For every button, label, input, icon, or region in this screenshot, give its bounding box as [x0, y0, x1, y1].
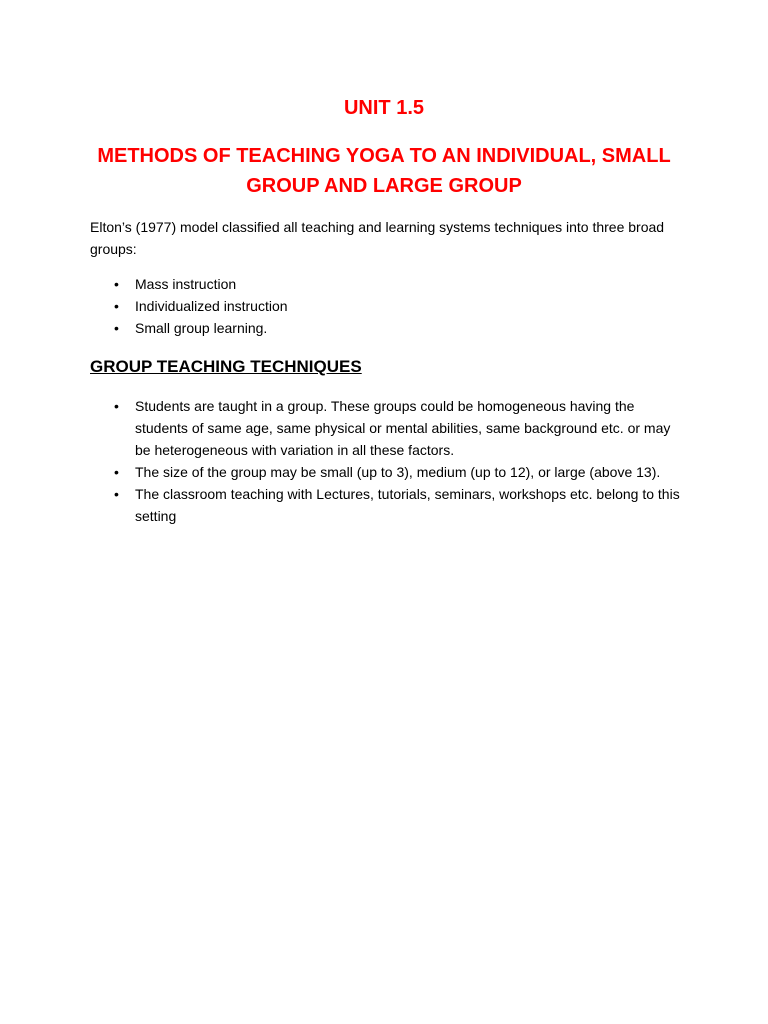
bullet-icon: •: [114, 398, 119, 414]
intro-paragraph: Elton’s (1977) model classified all teaching and learning systems techniques into three broad groups:: [90, 219, 665, 257]
bullet-icon: •: [114, 320, 119, 336]
list-item-text: The classroom teaching with Lectures, tutorials, seminars, workshops etc. belong to this setting: [135, 486, 680, 524]
list-item: [90, 295, 680, 317]
methods-list: [90, 273, 680, 339]
list-item: [90, 395, 680, 461]
bullet-icon: •: [114, 486, 119, 502]
list-item-text: Individualized instruction: [135, 298, 288, 314]
list-item: [90, 317, 680, 339]
bullet-icon: •: [114, 464, 119, 480]
bullet-icon: •: [114, 276, 119, 292]
list-item: [90, 461, 680, 483]
list-item: [90, 483, 680, 527]
list-item-text: Mass instruction: [135, 276, 237, 292]
main-title: METHODS OF TEACHING YOGA TO AN INDIVIDUAL, SMALL GROUP AND LARGE GROUP: [97, 145, 671, 197]
list-item-text: Students are taught in a group. These groups could be homogeneous having the students of same age, same physical or mental abilities, same background etc. or may be heterogeneous with variation in all these factors.: [135, 398, 671, 458]
unit-title: UNIT 1.5: [343, 97, 425, 119]
group-points-list: [90, 395, 680, 527]
bullet-icon: •: [114, 298, 119, 314]
list-item: [90, 273, 680, 295]
list-item-text: Small group learning.: [135, 320, 268, 336]
section-heading: GROUP TEACHING TECHNIQUES: [90, 357, 362, 376]
list-item-text: The size of the group may be small (up to 3), medium (up to 12), or large (above 13).: [135, 464, 661, 480]
